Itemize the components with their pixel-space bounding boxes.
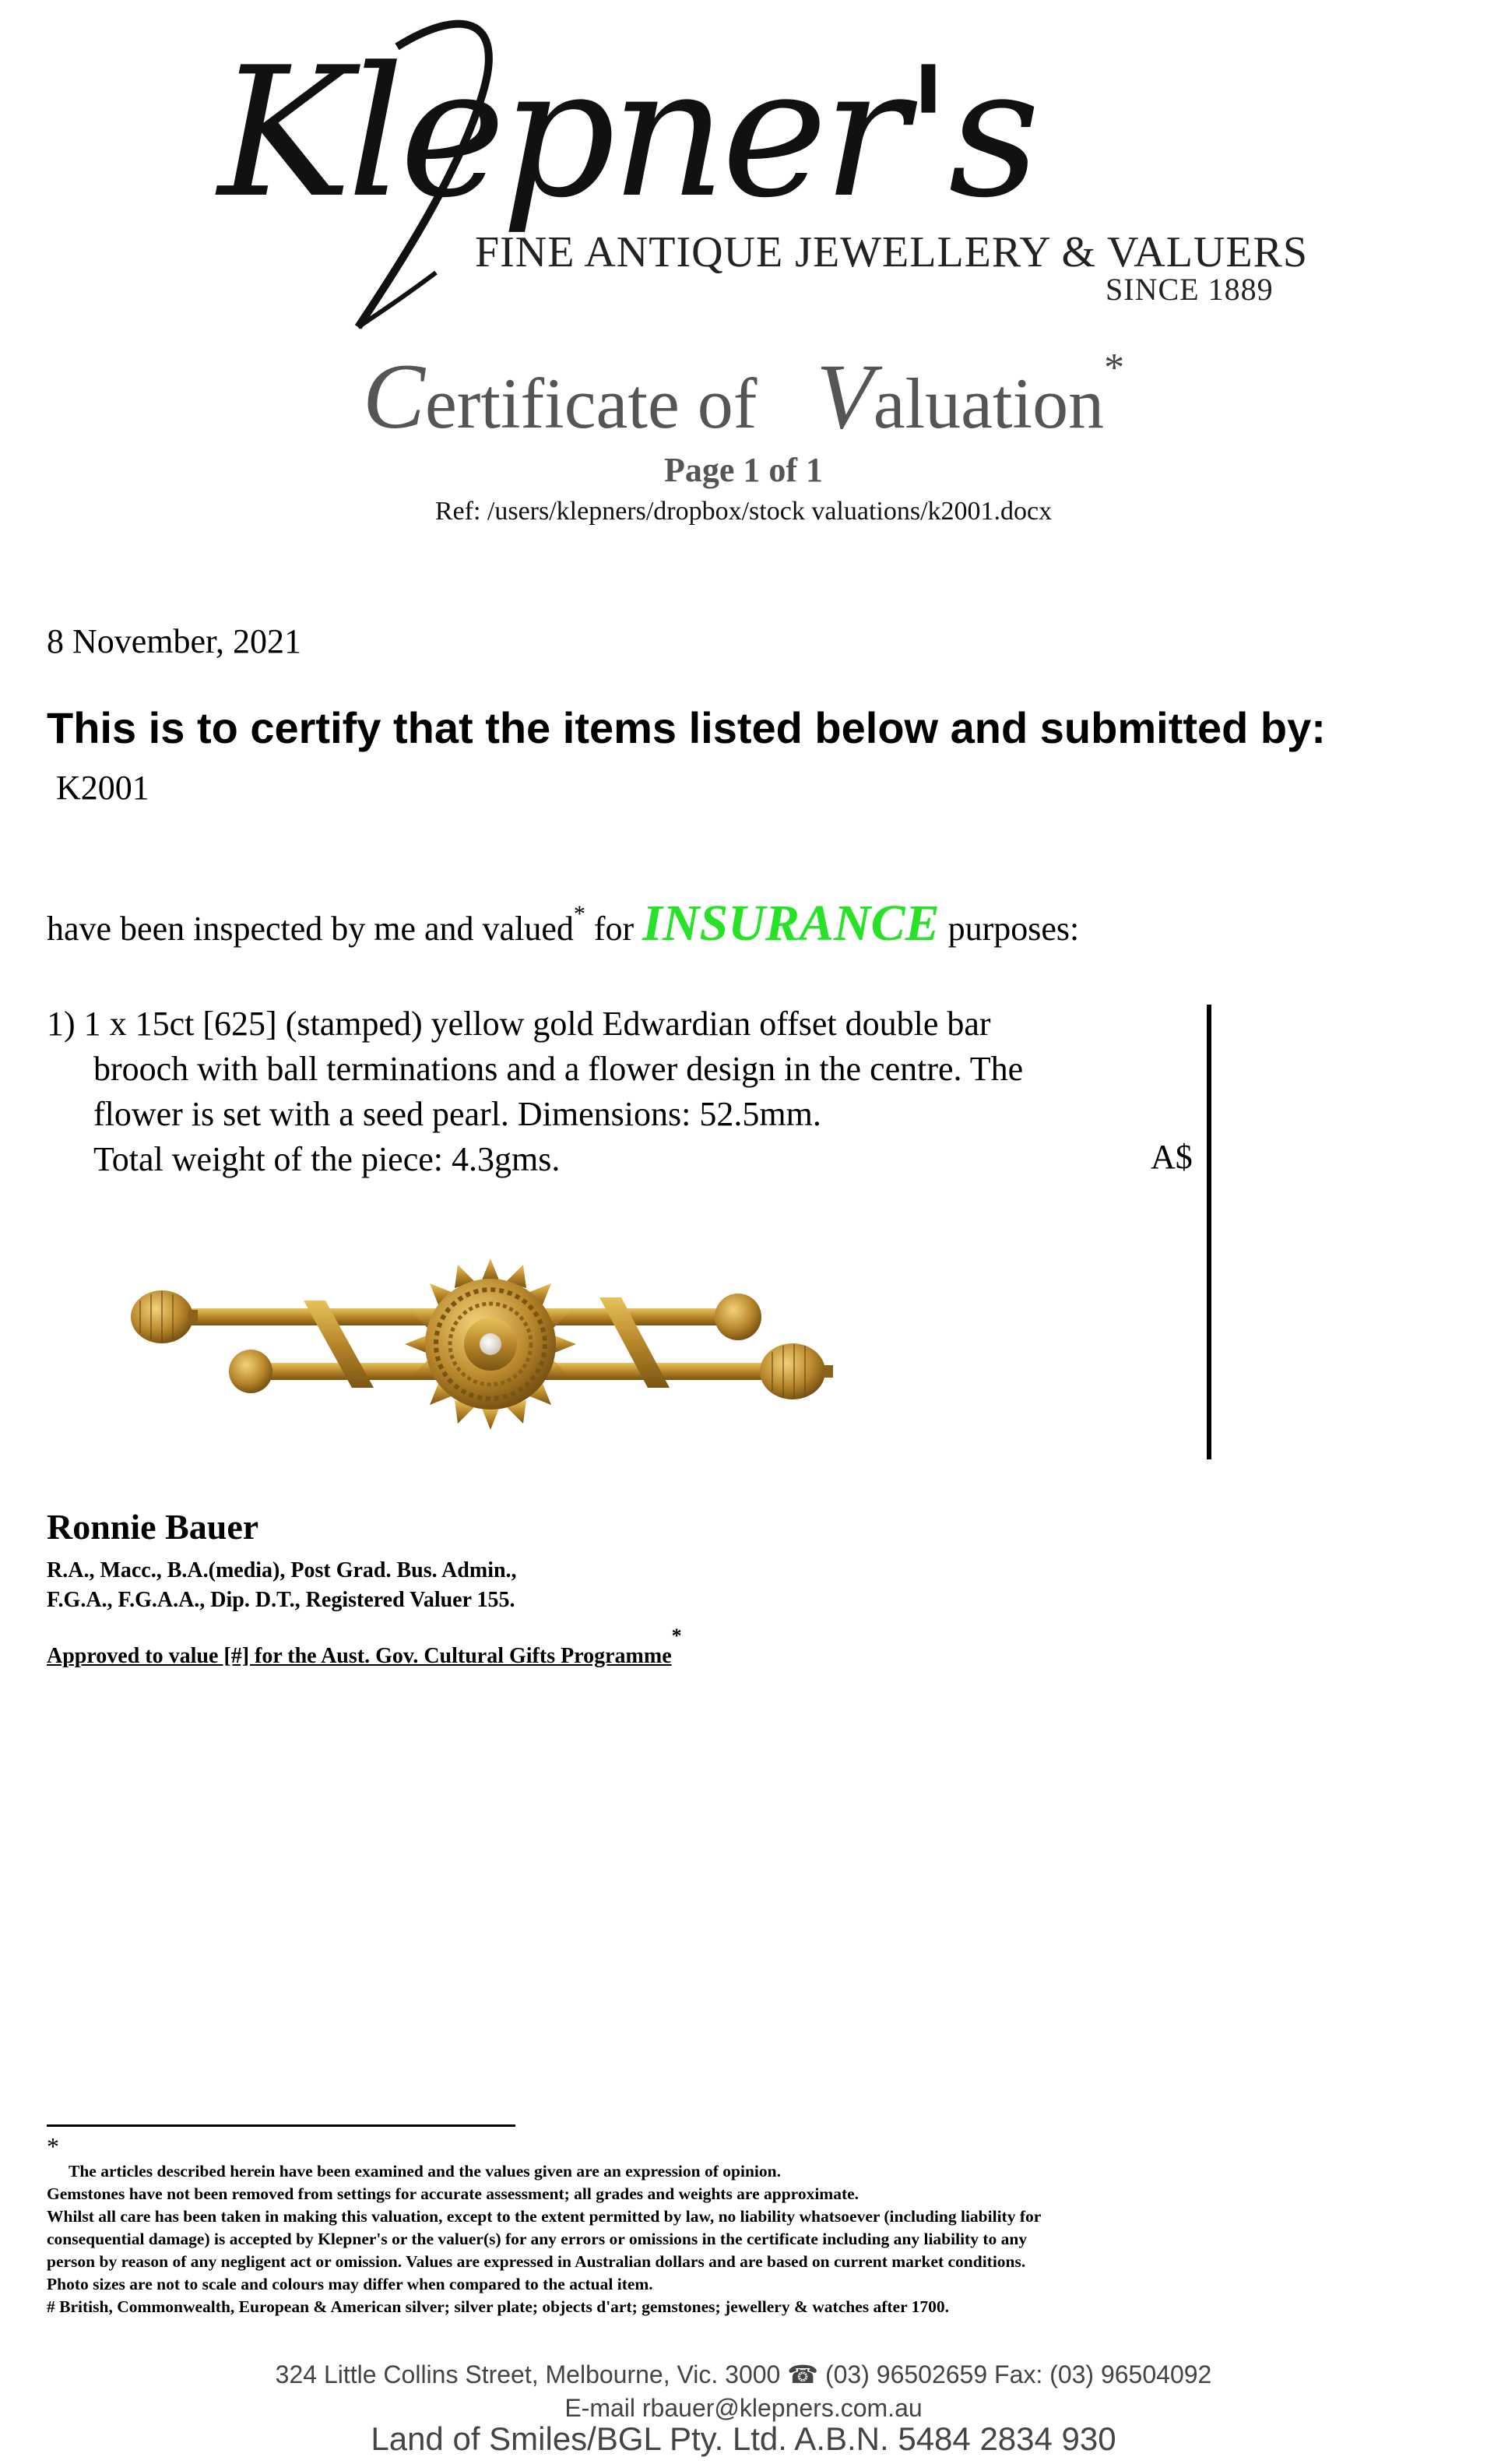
footnote-line: # British, Commonwealth, European & American silver; silver plate; objects d'art; gemstones; jewellery & watches after 1700. bbox=[47, 2297, 949, 2316]
footnote-line: Whilst all care has been taken in making this valuation, except to the extent permitted by law, no liability whatsoever (including liability for bbox=[47, 2207, 1042, 2226]
item-description bbox=[47, 1001, 1152, 1182]
footnote-line: Gemstones have not been removed from settings for accurate assessment; all grades and weights are approximate. bbox=[47, 2184, 860, 2203]
title-part1: ertificate of bbox=[424, 364, 758, 443]
valuer-qualifications bbox=[47, 1556, 517, 1615]
certificate-date: 8 November, 2021 bbox=[47, 622, 301, 660]
reference-path: Ref: /users/klepners/dropbox/stock valuations/k2001.docx bbox=[434, 497, 1053, 526]
firm-name: FINE ANTIQUE JEWELLERY & VALUERS bbox=[475, 228, 1309, 276]
footer-address-line bbox=[0, 2360, 1487, 2389]
footnote-line: Photo sizes are not to scale and colours may differ when compared to the actual item. bbox=[47, 2275, 653, 2293]
title-initial-v: V bbox=[816, 344, 874, 448]
cultural-gifts-approval bbox=[47, 1624, 682, 1669]
footnote-line: The articles described herein have been examined and the values given are an expression of opinion. bbox=[69, 2162, 781, 2181]
valuer-quals-line: R.A., Macc., B.A.(media), Post Grad. Bus. Admin., bbox=[47, 1558, 517, 1582]
certify-heading: This is to certify that the items listed below and submitted by: bbox=[47, 703, 1326, 752]
item-line: 1) 1 x 15ct [625] (stamped) yellow gold Edwardian offset double bar bbox=[47, 1005, 991, 1043]
footer-email: E-mail rbauer@klepners.com.au bbox=[564, 2394, 923, 2422]
purpose-statement bbox=[47, 894, 1079, 953]
title-part2: aluation bbox=[873, 364, 1105, 443]
purpose-footnote-mark: * bbox=[573, 901, 585, 927]
firm-since: SINCE 1889 bbox=[1106, 272, 1274, 307]
telephone-icon: ☎ bbox=[787, 2360, 819, 2388]
title-initial-c: C bbox=[362, 344, 425, 448]
valuer-name: Ronnie Bauer bbox=[47, 1507, 259, 1547]
title-footnote-mark: * bbox=[1104, 346, 1125, 390]
footnote-line: consequential damage) is accepted by Klepner's or the valuer(s) for any errors or omissions in the certificate including any liability to any bbox=[47, 2230, 1028, 2248]
approval-text: Approved to value [#] for the Aust. Gov. Cultural Gifts Programme bbox=[47, 1644, 672, 1668]
purpose-before: have been inspected by me and valued bbox=[47, 910, 574, 948]
purpose-keyword: INSURANCE bbox=[642, 895, 940, 952]
footer-address: 324 Little Collins Street, Melbourne, Vic. 3000 bbox=[275, 2360, 781, 2388]
svg-text:Klepner's: Klepner's bbox=[218, 30, 1036, 238]
purpose-after: purposes: bbox=[947, 910, 1080, 948]
purpose-for: for bbox=[593, 910, 635, 948]
approval-footnote-mark: * bbox=[671, 1624, 682, 1647]
footnote-divider bbox=[47, 2124, 515, 2127]
footer-company: Land of Smiles/BGL Pty. Ltd. A.B.N. 5484 2834 930 bbox=[371, 2420, 1116, 2457]
item-line: flower is set with a seed pearl. Dimensions: 52.5mm. bbox=[93, 1095, 821, 1133]
footnote-mark: * bbox=[47, 2132, 59, 2160]
brooch-photo bbox=[117, 1246, 864, 1448]
value-currency: A$ bbox=[1151, 1138, 1193, 1176]
footnotes bbox=[47, 2160, 1292, 2318]
footer-phone: (03) 96502659 Fax: (03) 96504092 bbox=[824, 2360, 1212, 2388]
client-reference: K2001 bbox=[56, 769, 149, 807]
valuer-quals-line: F.G.A., F.G.A.A., Dip. D.T., Registered Valuer 155. bbox=[47, 1588, 515, 1612]
page-label: Page 1 of 1 bbox=[663, 451, 824, 489]
certificate-title bbox=[0, 343, 1487, 450]
footnote-line: person by reason of any negligent act or omission. Values are expressed in Australian dollars and are based on current market conditions. bbox=[47, 2252, 1026, 2271]
value-column-divider bbox=[1207, 1005, 1211, 1459]
item-line: Total weight of the piece: 4.3gms. bbox=[93, 1140, 561, 1178]
item-line: brooch with ball terminations and a flower design in the centre. The bbox=[93, 1050, 1024, 1088]
